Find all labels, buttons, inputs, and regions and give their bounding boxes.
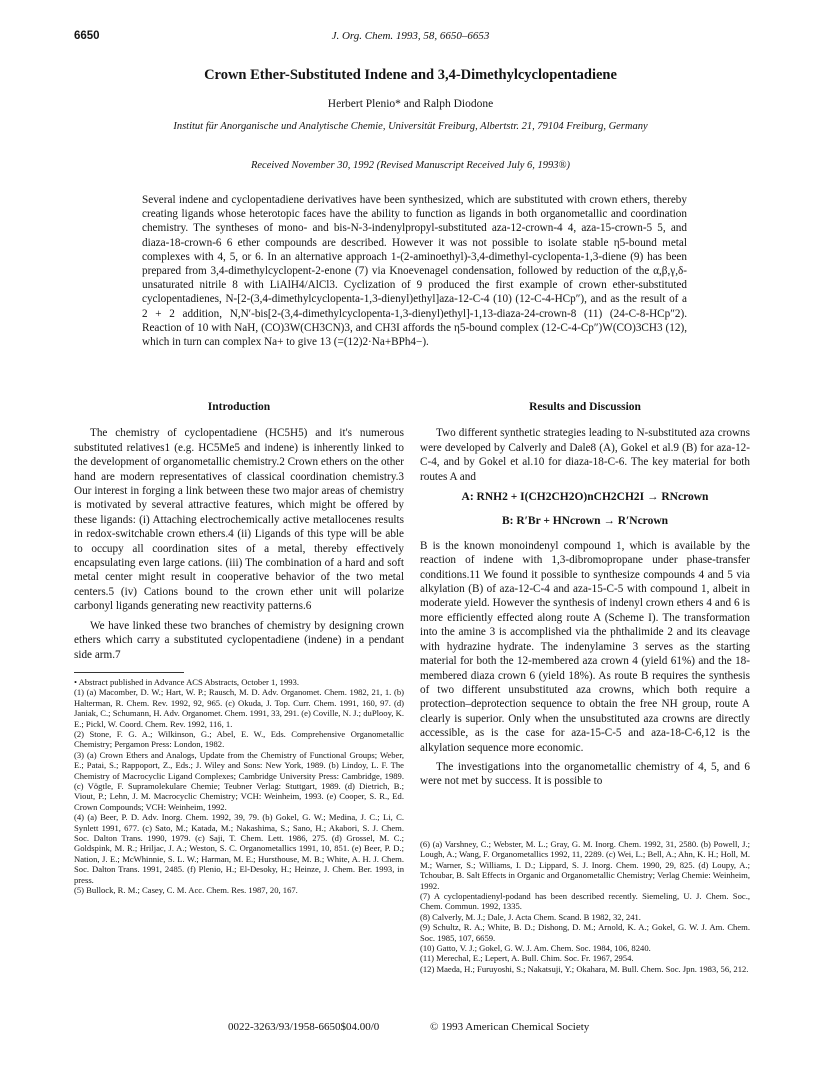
article-title: Crown Ether-Substituted Indene and 3,4-Dimethylcyclopentadiene [204,67,617,83]
footnote-divider [74,672,184,673]
journal-citation: J. Org. Chem. 1993, 58, 6650–6653 [331,30,490,42]
footnote: (9) Schultz, R. A.; White, B. D.; Dishong, D. M.; Arnold, K. A.; Gokel, G. W. J. Am. Chem. Soc. 1985, 107, 6659. [420,922,750,943]
footnote: (1) (a) Macomber, D. W.; Hart, W. P.; Rausch, M. D. Adv. Organomet. Chem. 1982, 21, 1. (b) Halterman, R. Chem. Rev. 1992, 92, 965. (c) Okuda, J. Top. Curr. Chem. 1991, 160, 97. (d) Janiak, C.; Schumann, H. Adv. Organomet. Chem. 1991, 33, 291. (e) Coville, N. J.; duPlooy, K. E.; Pickl, W. Coord. Chem. Rev. 1992, 116, 1. [74,687,404,729]
results-paragraph-3: The investigations into the organometallic chemistry of 4, 5, and 6 were not met by success. It is possible to [420,760,750,788]
footnote: (8) Calverly, M. J.; Dale, J. Acta Chem. Scand. B 1982, 32, 241. [420,911,641,922]
footnote: (3) (a) Crown Ethers and Analogs, Update from the Chemistry of Functional Groups; Weber, E.; Patai, S.; Rappoport, Z., Eds.; J. Wiley and Sons: New York, 1989. (b) Lindoy, L. F. The Chemistry of Macrocyclic Ligand Complexes; Cambridge University Press: Cambridge, 1989. (c) Vögtle, F. Supramolekulare Chemie; Teubner Verlag: Stuttgart, 1989. (d) Dietrich, B.; Viout, P.; Lehn, J. M. Macrocyclic Chemistry; VCH: Weinheim, 1993. (e) Cooper, S. R., Ed. Crown Compounds; VCH: Weinheim, 1992. [74,749,404,812]
received-dates: Received November 30, 1992 (Revised Manuscript Received July 6, 1993®) [250,160,571,171]
abstract: Several indene and cyclopentadiene derivatives have been synthesized, which are substituted with crown ethers, thereby creating ligands whose heterotopic faces have the ability to function as ligands in both organometallic and coordination chemistry. The syntheses of mono- and bis-N-3-indenylpropyl-substituted aza-12-crown-4 4, aza-15-crown-5 5, and diaza-18-crown-6 6 ether compounds are described. However it was not possible to isolate stable η5-bound metal complexes with 4, 5, or 6. In an alternative approach 1-(2-aminoethyl)-3,4-dimethyl-cyclopenta-1,3-diene (9) has been prepared from 3,4-dimethylcyclopent-2-enone (7) via Knoevenagel condensation, followed by reduction of the α,β,γ,δ-unsaturated nitrile 8 with LiAlH4/AlCl3. Cyclization of 9 produced the first example of crown ether-substituted cyclopentadienes, N-[2-(3,4-dimethylcyclopenta-1,3-dienyl)ethyl]aza-12-C-4 (10) (12-C-4-HCp″), and as the result of a 2 + 2 addition, N,N′-bis[2-(3,4-dimethylcyclopenta-1,3-dienyl)ethyl]-1,13-diaza-24-crown-8 (11) (24-C-8-HCp″2). Reaction of 10 with NaH, (CO)3W(CH3CN)3, and CH3I affords the η5-bound complex (12-C-4-Cp″)W(CO)3CH3 (12), which in turn can complex Na+ to give 13 (=(12)2·Na+BPh4−). [142,194,687,349]
footnote: (6) (a) Varshney, C.; Webster, M. L.; Gray, G. M. Inorg. Chem. 1992, 31, 2580. (b) Powell, J.; Lough, A.; Wang, F. Organometallics 1992, 11, 2289. (c) Wei, L.; Bell, A.; Ahn, K. H.; Holl, M. M.; Warner, S.; Williams, I. D.; Lippard, S. J. Inorg. Chem. 1990, 29, 825. (d) Loupy, A.; Tchoubar, B. Salt Effects in Organic and Organometallic Chemistry; Verlag Chemie: Weinheim, 1992. [420,839,750,891]
footnote: (11) Merechal, E.; Lepert, A. Bull. Chim. Soc. Fr. 1967, 2954. [420,953,634,964]
footnote: • Abstract published in Advance ACS Abstracts, October 1, 1993. [74,676,299,687]
footnotes-left [74,677,404,896]
intro-paragraph-2: We have linked these two branches of chemistry by designing crown ethers which carry a substituted cyclopentadiene (indene) in a pendant side arm.7 [74,619,404,661]
affiliation-text: Institut für Anorganische und Analytische Chemie, Universität Freiburg, Albertstr. 21, 79104 Freiburg, Germany [173,121,648,132]
footnote: (7) A cyclopentadienyl-podand has been described recently. Siemeling, U. J. Chem. Soc., Chem. Commun. 1992, 1335. [420,891,750,912]
results-paragraph-1: Two different synthetic strategies leading to N-substituted aza crowns were developed by Calverly and Dale8 (A), Gokel et al.9 (B) for aza-12-C-4, and by Gokel et al.10 for diaza-18-C-6. The key material for both routes A and [420,427,750,483]
footnote: (4) (a) Beer, P. D. Adv. Inorg. Chem. 1992, 39, 79. (b) Gokel, G. W.; Medina, J. C.; Li, C. Synlett 1991, 677. (c) Sato, M.; Katada, M.; Nakashima, S.; Sano, H.; Akabori, S. J. Chem. Soc. Dalton Trans. 1990, 1979. (c) Saji, T. Chem. Lett. 1986, 275. (d) Grossel, M. C.; Goldspink, M. R.; Hriljac, J. A.; Weston, S. C. Organometallics 1991, 10, 851. (e) Beer, P. D.; Nation, J. E.; McWhinnie, S. L. W.; Harman, M. E.; Hursthouse, M. B.; White, A. H. J. Chem. Soc. Dalton Trans. 1991, 2485. (f) Plenio, H.; El-Desoky, H.; Heinze, J. Chem. Ber. 1993, in press. [74,812,404,885]
copyright-notice: © 1993 American Chemical Society [430,1021,590,1033]
intro-paragraph-1: The chemistry of cyclopentadiene (HC5H5) and it's numerous substituted relatives1 (e.g. HC5Me5 and indene) is inherently linked to the development of organometallic chemistry.2 Crown ethers on the other hand are modern representatives of classical coordination chemistry.3 Our interest in forging a link between these two major areas of chemistry is motivated by several attractive features, which might be offered by these ligands: (i) Attaching electrochemically active metallocenes results in redox-switchable crown ethers.4 (ii) Ligands of this type will be able to occupy all coordination sites of a metal, thereby effectively encapsulating even large cations. (iii) The combination of a hard and soft metal center might result in cooperative behavior of the two metal centers.5 (iv) Cations bound to the crown ether unit will polarize carbonyl ligands generating new reactivity patterns.6 [74,427,404,613]
affiliation [0,120,821,133]
results-paragraph-2: B is the known monoindenyl compound 1, which is available by the reaction of indene with 1,3-dibromopropane under phase-transfer conditions.11 We found it possible to synthesize compounds 4 and 5 via alkylation (B) of aza-12-C-4 and aza-15-C-5 with compound 1, albeit in moderate yield. However the synthesis of indenyl crown ethers 4 and 6 is more efficiently effected along route A (Scheme I). The transformation into the amine 3 is accomplished via the phthalimide 2 and its cleavage with hydrazine hydrate. The indenylamine 3 serves as the starting material for both the 12-membered aza crown 4 (yield 61%) and the 18-membered diaza crown 6 (yield 18%). As route B requires the synthesis of two different unsubstituted aza crowns, which both require a protection–deprotection sequence to obtain the free NH group, route A clearly is superior. Only when the unsubstituted aza crowns are directly accessible, as is the case for aza-15-C-5 and aza-18-C-6,12 is the alkylation sequence more economic. [420,539,750,754]
footnote: (10) Gatto, V. J.; Gokel, G. W. J. Am. Chem. Soc. 1984, 106, 8240. [420,943,651,954]
footnote: (2) Stone, F. G. A.; Wilkinson, G.; Abel, E. W., Eds. Comprehensive Organometallic Chemistry; Pergamon Press: London, 1982. [74,728,404,750]
right-column [420,400,750,794]
author-list: Herbert Plenio* and Ralph Diodone [327,98,494,110]
article-code: 0022-3263/93/1958-6650$04.00/0 [228,1021,380,1033]
introduction-heading: Introduction [207,401,271,413]
footnote: (5) Bullock, R. M.; Casey, C. M. Acc. Chem. Res. 1987, 20, 167. [74,885,298,896]
route-b-equation: B: R′Br + HNcrown → R′Ncrown [501,515,669,528]
route-a-equation: A: RNH2 + I(CH2CH2O)nCH2CH2I → RNcrown [461,491,709,504]
left-column [74,400,404,895]
page-number: 6650 [74,30,100,42]
footnote: (12) Maeda, H.; Furuyoshi, S.; Nakatsuji, Y.; Okahara, M. Bull. Chem. Soc. Jpn. 1983, 56, 212. [420,963,749,974]
results-heading: Results and Discussion [529,401,641,413]
footnotes-right [420,839,750,974]
